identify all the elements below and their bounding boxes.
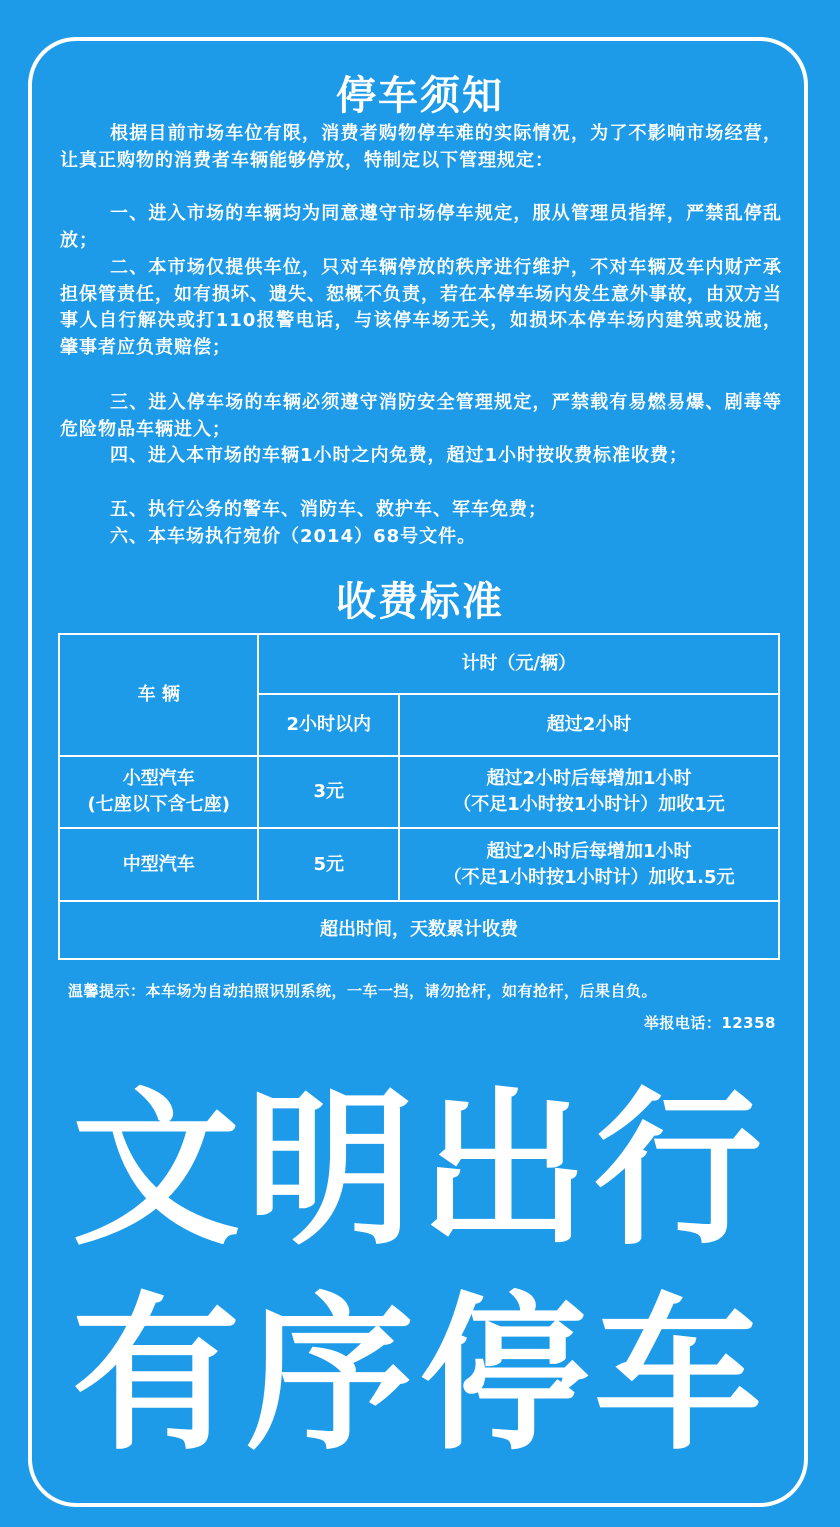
over-2h-price <box>399 756 779 828</box>
timing-header: 计时（元/辆） <box>258 634 779 694</box>
over-2h-line2: （不足1小时按1小时计）加收1元 <box>453 794 725 815</box>
rule-1: 一、进入市场的车辆均为同意遵守市场停车规定，服从管理员指挥，严禁乱停乱放； <box>60 203 782 251</box>
vehicle-cell <box>59 828 258 901</box>
vehicle-cell <box>59 756 258 828</box>
over-2h-price <box>399 828 779 901</box>
table-row <box>59 756 779 828</box>
warm-tip: 温馨提示：本车场为自动拍照识别系统，一车一挡，请勿抢杆，如有抢杆，后果自负。 <box>68 982 658 1000</box>
over-2h-line2: （不足1小时按1小时计）加收1.5元 <box>443 866 735 888</box>
vehicle-header: 车 辆 <box>59 634 258 756</box>
rule-2: 二、本市场仅提供车位，只对车辆停放的秩序进行维护，不对车辆及车内财产承担保管责任，如有损坏、遗失、恕概不负责，若在本停车场内发生意外事故，由双方当事人自行解决或打110报警电话，与该停车场无关，如损坏本停车场内建筑或设施，肇事者应负责赔偿； <box>60 257 782 358</box>
rule-5: 五、执行公务的警车、消防车、救护车、军车免费； <box>110 499 547 520</box>
vehicle-note: (七座以下含七座) <box>87 794 230 815</box>
fee-title: 收费标准 <box>336 579 504 625</box>
rule-3: 三、进入停车场的车辆必须遵守消防安全管理规定，严禁载有易燃易爆、剧毒等危险物品车辆进入； <box>60 392 782 440</box>
table-row <box>59 828 779 901</box>
over-2h-line1: 超过2小时后每增加1小时 <box>486 768 692 789</box>
over-2h-header: 超过2小时 <box>399 694 779 756</box>
notice-title: 停车须知 <box>336 73 504 119</box>
slogan-line-1: 文明出行 <box>72 1072 768 1268</box>
table-footer: 超出时间，天数累计收费 <box>59 901 779 959</box>
fee-table <box>58 633 780 960</box>
vehicle-name: 小型汽车 <box>122 768 195 789</box>
rule-6: 六、本车场执行宛价（2014）68号文件。 <box>110 526 477 547</box>
slogan-line-2: 有序停车 <box>72 1277 768 1473</box>
intro-paragraph: 根据目前市场车位有限，消费者购物停车难的实际情况，为了不影响市场经营，让真正购物的消费者车辆能够停放，特制定以下管理规定： <box>60 123 782 171</box>
report-phone: 举报电话：12358 <box>643 1014 776 1032</box>
within-2h-price: 5元 <box>258 828 399 901</box>
over-2h-line1: 超过2小时后每增加1小时 <box>486 840 692 862</box>
table-header-row <box>59 634 779 694</box>
vehicle-name: 中型汽车 <box>122 853 195 875</box>
within-2h-header: 2小时以内 <box>258 694 399 756</box>
within-2h-price: 3元 <box>258 756 399 828</box>
rule-4: 四、进入本市场的车辆1小时之内免费，超过1小时按收费标准收费； <box>110 445 689 466</box>
table-footer-row <box>59 901 779 959</box>
